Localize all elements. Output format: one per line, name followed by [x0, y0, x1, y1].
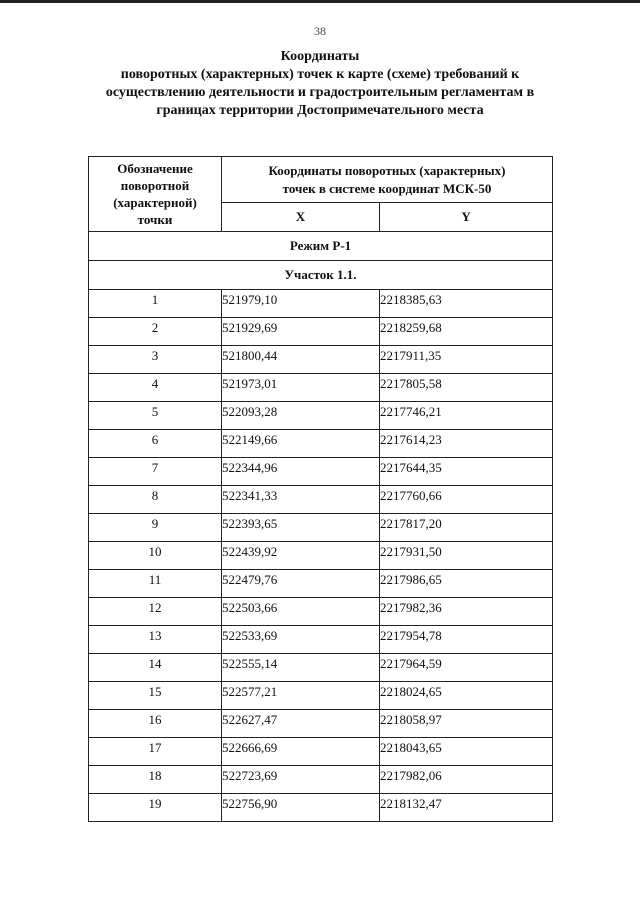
x-coordinate-cell: 522533,69	[222, 626, 380, 654]
x-coordinate-cell: 521800,44	[222, 346, 380, 374]
y-coordinate-cell: 2217805,58	[380, 374, 553, 402]
page-top-border	[0, 0, 640, 3]
point-number-cell: 7	[89, 458, 222, 486]
table-row	[89, 570, 553, 598]
point-designation-header	[89, 157, 222, 232]
regime-row	[89, 232, 553, 261]
x-coordinate-cell: 522577,21	[222, 682, 380, 710]
table-row	[89, 626, 553, 654]
x-column-header: X	[222, 203, 380, 232]
y-coordinate-cell: 2217954,78	[380, 626, 553, 654]
table-row	[89, 346, 553, 374]
point-number-cell: 6	[89, 430, 222, 458]
table-row	[89, 290, 553, 318]
y-coordinate-cell: 2218058,97	[380, 710, 553, 738]
table-row	[89, 374, 553, 402]
point-number-cell: 4	[89, 374, 222, 402]
point-number-cell: 18	[89, 766, 222, 794]
y-coordinate-cell: 2218385,63	[380, 290, 553, 318]
area-row	[89, 261, 553, 290]
y-coordinate-cell: 2217986,65	[380, 570, 553, 598]
y-coordinate-cell: 2218043,65	[380, 738, 553, 766]
x-coordinate-cell: 522627,47	[222, 710, 380, 738]
y-column-header: Y	[380, 203, 553, 232]
point-number-cell: 15	[89, 682, 222, 710]
table-header-row	[89, 157, 553, 203]
table-row	[89, 710, 553, 738]
y-coordinate-cell: 2217931,50	[380, 542, 553, 570]
header-line: Координаты поворотных (характерных)	[268, 162, 506, 178]
table-row	[89, 486, 553, 514]
y-coordinate-cell: 2217911,35	[380, 346, 553, 374]
table-row	[89, 542, 553, 570]
table-row	[89, 430, 553, 458]
y-coordinate-cell: 2217614,23	[380, 430, 553, 458]
point-number-cell: 14	[89, 654, 222, 682]
y-coordinate-cell: 2217746,21	[380, 402, 553, 430]
title-line: Координаты	[280, 49, 360, 64]
y-coordinate-cell: 2218259,68	[380, 318, 553, 346]
point-number-cell: 11	[89, 570, 222, 598]
x-coordinate-cell: 522344,96	[222, 458, 380, 486]
x-coordinate-cell: 522149,66	[222, 430, 380, 458]
title-line: поворотных (характерных) точек к карте (схеме) требований к	[120, 67, 520, 82]
y-coordinate-cell: 2217964,59	[380, 654, 553, 682]
x-coordinate-cell: 522479,76	[222, 570, 380, 598]
area-label: Участок 1.1.	[89, 261, 553, 290]
table-row	[89, 738, 553, 766]
header-line: поворотной	[120, 178, 190, 193]
table-row	[89, 682, 553, 710]
header-line: Обозначение	[117, 161, 193, 176]
table-row	[89, 766, 553, 794]
y-coordinate-cell: 2217644,35	[380, 458, 553, 486]
x-coordinate-cell: 522666,69	[222, 738, 380, 766]
coordinates-table	[88, 156, 553, 822]
y-coordinate-cell: 2218024,65	[380, 682, 553, 710]
table-row	[89, 318, 553, 346]
header-line: точек в системе координат МСК-50	[282, 180, 492, 196]
y-coordinate-cell: 2217760,66	[380, 486, 553, 514]
x-coordinate-cell: 522439,92	[222, 542, 380, 570]
coordinates-header	[222, 157, 553, 203]
title-line: осуществлению деятельности и градостроительным регламентам в	[105, 85, 535, 100]
table-row	[89, 514, 553, 542]
table-row	[89, 794, 553, 822]
point-number-cell: 3	[89, 346, 222, 374]
point-number-cell: 10	[89, 542, 222, 570]
document-title	[60, 48, 580, 120]
regime-label: Режим Р-1	[89, 232, 553, 261]
x-coordinate-cell: 522341,33	[222, 486, 380, 514]
y-coordinate-cell: 2217982,06	[380, 766, 553, 794]
point-number-cell: 12	[89, 598, 222, 626]
x-coordinate-cell: 521929,69	[222, 318, 380, 346]
point-number-cell: 2	[89, 318, 222, 346]
x-coordinate-cell: 522723,69	[222, 766, 380, 794]
x-coordinate-cell: 521973,01	[222, 374, 380, 402]
header-line: точки	[137, 212, 173, 227]
point-number-cell: 9	[89, 514, 222, 542]
header-line: (характерной)	[113, 195, 197, 210]
table-row	[89, 402, 553, 430]
page-number: 38	[314, 24, 326, 38]
point-number-cell: 13	[89, 626, 222, 654]
point-number-cell: 8	[89, 486, 222, 514]
y-coordinate-cell: 2217982,36	[380, 598, 553, 626]
title-line: границах территории Достопримечательного места	[156, 103, 484, 118]
table-row	[89, 598, 553, 626]
x-coordinate-cell: 522393,65	[222, 514, 380, 542]
x-coordinate-cell: 522756,90	[222, 794, 380, 822]
table-row	[89, 458, 553, 486]
y-coordinate-cell: 2218132,47	[380, 794, 553, 822]
point-number-cell: 1	[89, 290, 222, 318]
point-number-cell: 16	[89, 710, 222, 738]
x-coordinate-cell: 522093,28	[222, 402, 380, 430]
point-number-cell: 19	[89, 794, 222, 822]
point-number-cell: 5	[89, 402, 222, 430]
x-coordinate-cell: 522503,66	[222, 598, 380, 626]
table-row	[89, 654, 553, 682]
x-coordinate-cell: 521979,10	[222, 290, 380, 318]
x-coordinate-cell: 522555,14	[222, 654, 380, 682]
y-coordinate-cell: 2217817,20	[380, 514, 553, 542]
point-number-cell: 17	[89, 738, 222, 766]
